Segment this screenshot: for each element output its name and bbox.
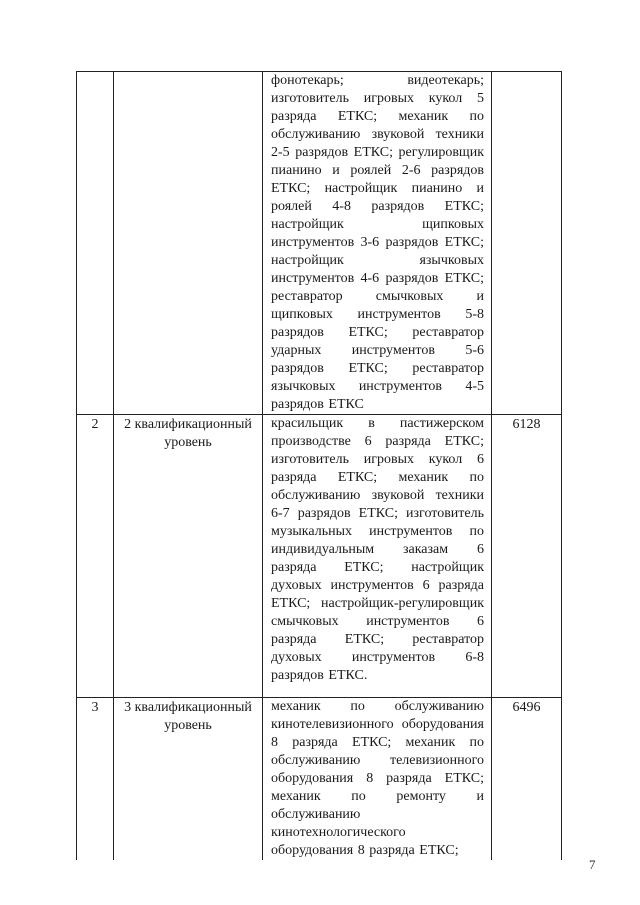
qualification-level-cell [114,415,263,698]
value-cell [492,415,562,698]
table-row [77,698,562,861]
page-number: 7 [589,857,596,872]
qualification-level: 3 квалификационный уровень [124,700,252,733]
professions-cell [263,72,492,415]
row-number-cell [77,415,114,698]
row-number-cell [77,72,114,415]
qualification-level [114,72,262,73]
professions-text: механик по обслуживанию кинотелевизионного оборудования 8 разряда ЕТКС; механик по обслуживанию телевизионного оборудования 8 разряда ЕТКС; механик по ремонту и обслуживанию кинотехнологического оборудования 8 разряда ЕТКС; [271,699,484,858]
professions-text: фонотекарь; видеотекарь; изготовитель игровых кукол 5 разряда ЕТКС; механик по обслуживанию звуковой техники 2-5 разрядов ЕТКС; регулировщик пианино и роялей 2-6 разрядов ЕТКС; настройщик пианино и роялей 4-8 разрядов ЕТКС; настройщик щипковых инструментов 3-6 разрядов ЕТКС; настройщик язычковых инструментов 4-6 разрядов ЕТКС; реставратор смычковых и щипковых инструментов 5-8 разрядов ЕТКС; реставратор ударных инструментов 5-6 разрядов ЕТКС; реставратор язычковых инструментов 4-5 разрядов ЕТКС [271,73,484,412]
row-number-cell [77,698,114,861]
value-text: 6128 [512,417,541,432]
row-number: 3 [91,700,99,715]
professions-text: красильщик в пастижерском производстве 6 разряда ЕТКС; изготовитель игровых кукол 6 разряда ЕТКС; механик по обслуживанию звуковой техники 6-7 разрядов ЕТКС; изготовитель музыкальных инструментов по индивидуальным заказам 6 разряда ЕТКС; настройщик духовых инструментов 6 разряда ЕТКС; настройщик-регулировщик смычковых инструментов 6 разряда ЕТКС; реставратор духовых инструментов 6-8 разрядов ЕТКС. [271,416,484,683]
professions-cell [263,698,492,861]
value-cell [492,698,562,861]
value-text: 6496 [512,700,541,715]
value-cell [492,72,562,415]
qualification-level-cell [114,72,263,415]
value-text [492,72,561,73]
qualification-level-cell [114,698,263,861]
table-row [77,415,562,698]
table-row [77,72,562,415]
qualification-table [76,71,562,860]
qualification-level: 2 квалификационный уровень [124,417,252,450]
row-number [77,72,113,73]
row-number: 2 [91,417,99,432]
professions-cell [263,415,492,698]
